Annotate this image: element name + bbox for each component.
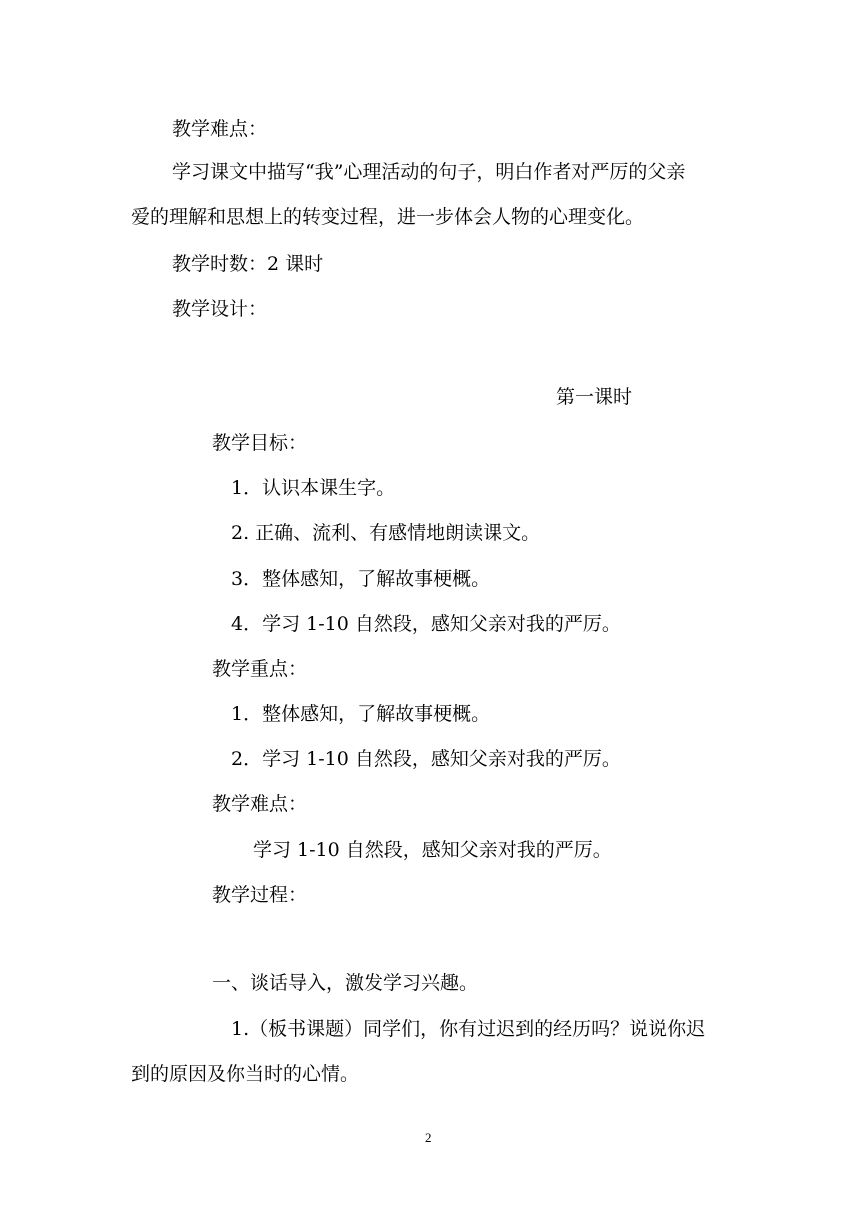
heading-teaching-design: 教学设计： [172,298,268,320]
paragraph-line: 爱的理解和思想上的转变过程，进一步体会人物的心理变化。 [131,206,645,228]
list-item: 2．学习 1-10 自然段，感知父亲对我的严厉。 [231,748,621,770]
paragraph-line: 1.（板书课题）同学们，你有过迟到的经历吗？说说你迟 [231,1018,706,1040]
heading-teaching-focus: 教学重点： [212,658,308,680]
section-heading-intro: 一、谈话导入，激发学习兴趣。 [212,972,479,994]
page-number: 2 [425,1130,432,1145]
heading-teaching-goals: 教学目标： [212,432,308,454]
list-item: 3．整体感知，了解故事梗概。 [231,568,491,590]
heading-teaching-process: 教学过程： [212,884,308,906]
paragraph-line: 学习课文中描写“我”心理活动的句子，明白作者对严厉的父亲 [172,161,686,183]
paragraph-line: 到的原因及你当时的心情。 [131,1063,360,1085]
section-title-first-lesson: 第一课时 [556,386,633,408]
heading-teaching-difficulty-2: 教学难点： [212,793,308,815]
list-item: 1．认识本课生字。 [231,477,396,499]
list-item: 2. 正确、流利、有感情地朗读课文。 [231,522,541,544]
heading-teaching-difficulty: 教学难点： [172,118,268,140]
teaching-hours: 教学时数：2 课时 [172,253,324,275]
list-item: 4．学习 1-10 自然段，感知父亲对我的严厉。 [231,613,621,635]
paragraph-line: 学习 1-10 自然段，感知父亲对我的严厉。 [253,839,612,861]
list-item: 1．整体感知，了解故事梗概。 [231,703,491,725]
